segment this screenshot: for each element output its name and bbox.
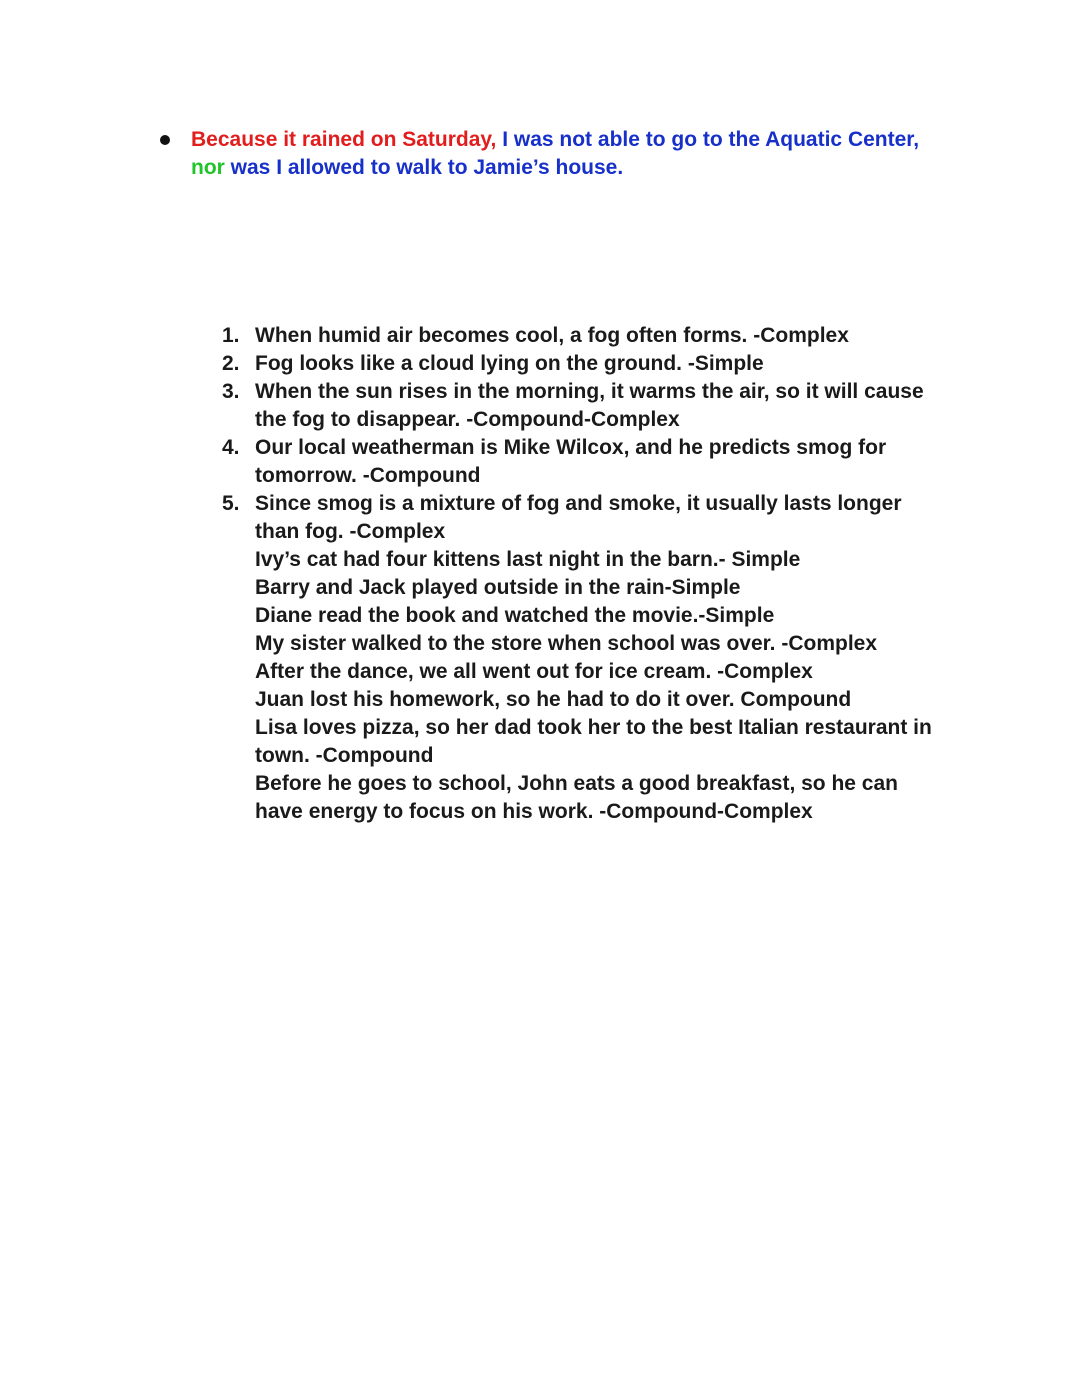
plain-text: town. -Compound — [255, 744, 434, 767]
plain-line — [222, 630, 952, 658]
plain-line — [222, 714, 952, 742]
list-item — [222, 350, 952, 378]
list-text-line: Since smog is a mixture of fog and smoke, it usually lasts longer — [255, 492, 902, 515]
plain-text: Juan lost his homework, so he had to do it over. Compound — [255, 688, 852, 711]
list-item — [222, 378, 952, 434]
plain-line — [222, 574, 952, 602]
plain-text: Diane read the book and watched the movie.-Simple — [255, 604, 775, 627]
list-text-line: than fog. -Complex — [255, 520, 446, 543]
plain-text: Barry and Jack played outside in the rain-Simple — [255, 576, 741, 599]
bullet-sentence — [191, 126, 940, 182]
plain-line — [222, 602, 952, 630]
list-text — [255, 434, 952, 490]
plain-text: Ivy’s cat had four kittens last night in the barn.- Simple — [255, 548, 801, 571]
plain-line — [222, 742, 952, 770]
plain-text: Before he goes to school, John eats a good breakfast, so he can — [255, 772, 898, 795]
plain-text: have energy to focus on his work. -Compound-Complex — [255, 800, 813, 823]
plain-line — [222, 546, 952, 574]
list-text-line: Our local weatherman is Mike Wilcox, and he predicts smog for — [255, 436, 887, 459]
list-text — [255, 490, 952, 546]
list-number: 5. — [222, 492, 240, 515]
plain-text: After the dance, we all went out for ice cream. -Complex — [255, 660, 813, 683]
list-number: 2. — [222, 352, 240, 375]
list-text-line: tomorrow. -Compound — [255, 464, 481, 487]
list-text-line: When the sun rises in the morning, it warms the air, so it will cause — [255, 380, 924, 403]
plain-line — [222, 686, 952, 714]
plain-line — [222, 798, 952, 826]
list-text: When humid air becomes cool, a fog often forms. -Complex — [255, 324, 849, 347]
plain-line — [222, 770, 952, 798]
sentence-list — [222, 322, 952, 826]
list-number: 3. — [222, 380, 240, 403]
bullet-dot-icon — [160, 135, 170, 145]
list-text-line: the fog to disappear. -Compound-Complex — [255, 408, 680, 431]
list-number: 1. — [222, 324, 240, 347]
list-item — [222, 434, 952, 490]
plain-line — [222, 658, 952, 686]
plain-text: My sister walked to the store when school was over. -Complex — [255, 632, 878, 655]
list-text — [255, 378, 952, 434]
independent-clause-2: was I allowed to walk to Jamie’s house. — [224, 156, 624, 179]
list-item — [222, 322, 952, 350]
list-number: 4. — [222, 436, 240, 459]
conjunction: nor — [191, 156, 225, 179]
independent-clause-1: I was not able to go to the Aquatic Center, — [496, 128, 920, 151]
list-text: Fog looks like a cloud lying on the ground. -Simple — [255, 352, 764, 375]
bullet-item — [160, 126, 940, 182]
list-item — [222, 490, 952, 546]
dependent-clause: Because it rained on Saturday, — [191, 128, 497, 151]
plain-text: Lisa loves pizza, so her dad took her to the best Italian restaurant in — [255, 716, 932, 739]
